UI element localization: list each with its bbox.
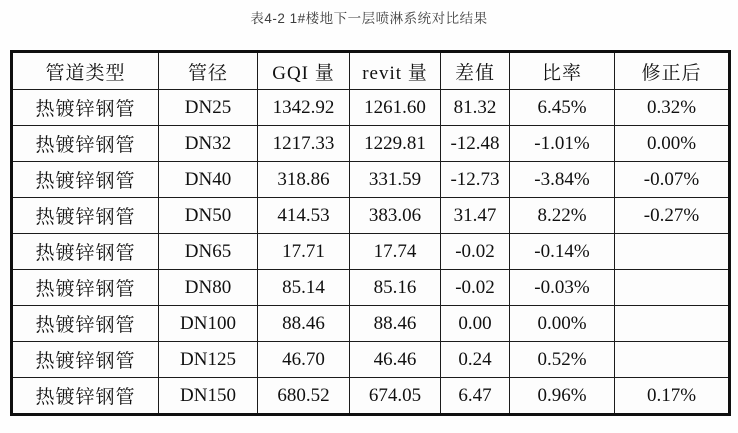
table-cell: 383.06 xyxy=(350,198,441,234)
table-cell: -0.07% xyxy=(615,162,730,198)
table-cell: 31.47 xyxy=(441,198,510,234)
table-cell: -0.02 xyxy=(441,234,510,270)
table-cell: 1217.33 xyxy=(258,126,350,162)
table-cell: DN125 xyxy=(159,342,258,378)
table-cell: 88.46 xyxy=(258,306,350,342)
table-cell: DN40 xyxy=(159,162,258,198)
table-cell: DN25 xyxy=(159,90,258,126)
column-header-6: 修正后 xyxy=(615,52,730,90)
table-cell: 0.00 xyxy=(441,306,510,342)
table-cell: -0.03% xyxy=(510,270,615,306)
table-cell: 热镀锌钢管 xyxy=(12,198,159,234)
table-cell xyxy=(615,306,730,342)
table-cell: 46.46 xyxy=(350,342,441,378)
table-cell: -1.01% xyxy=(510,126,615,162)
table-cell: 8.22% xyxy=(510,198,615,234)
table-cell: 1229.81 xyxy=(350,126,441,162)
table-cell: 6.45% xyxy=(510,90,615,126)
column-header-0: 管道类型 xyxy=(12,52,159,90)
table-row xyxy=(12,90,730,126)
table-row xyxy=(12,198,730,234)
table-cell: 81.32 xyxy=(441,90,510,126)
table-cell: 0.32% xyxy=(615,90,730,126)
table-cell: 6.47 xyxy=(441,378,510,415)
table-cell: -3.84% xyxy=(510,162,615,198)
table-cell: 85.16 xyxy=(350,270,441,306)
table-cell: 0.17% xyxy=(615,378,730,415)
table-cell: 46.70 xyxy=(258,342,350,378)
pipe-comparison-table xyxy=(10,50,731,416)
table-cell xyxy=(615,234,730,270)
table-row xyxy=(12,306,730,342)
table-cell: 热镀锌钢管 xyxy=(12,270,159,306)
table-row xyxy=(12,126,730,162)
column-header-2: GQI 量 xyxy=(258,52,350,90)
table-cell xyxy=(615,342,730,378)
column-header-3: revit 量 xyxy=(350,52,441,90)
table-cell: DN80 xyxy=(159,270,258,306)
table-cell: 85.14 xyxy=(258,270,350,306)
table-cell: -12.48 xyxy=(441,126,510,162)
table-row xyxy=(12,378,730,415)
table-cell: 0.00% xyxy=(510,306,615,342)
table-header-row xyxy=(12,52,730,90)
table-cell: -12.73 xyxy=(441,162,510,198)
table-cell: -0.02 xyxy=(441,270,510,306)
table-cell: 热镀锌钢管 xyxy=(12,126,159,162)
table-cell xyxy=(615,270,730,306)
table-cell: DN100 xyxy=(159,306,258,342)
table-cell: 1261.60 xyxy=(350,90,441,126)
table-cell: 热镀锌钢管 xyxy=(12,162,159,198)
table-cell: 热镀锌钢管 xyxy=(12,306,159,342)
table-cell: -0.14% xyxy=(510,234,615,270)
table-row xyxy=(12,162,730,198)
table-cell: 0.96% xyxy=(510,378,615,415)
column-header-4: 差值 xyxy=(441,52,510,90)
table-cell: 0.52% xyxy=(510,342,615,378)
table-cell: 热镀锌钢管 xyxy=(12,234,159,270)
table-cell: 88.46 xyxy=(350,306,441,342)
column-header-5: 比率 xyxy=(510,52,615,90)
table-cell: 318.86 xyxy=(258,162,350,198)
column-header-1: 管径 xyxy=(159,52,258,90)
table-cell: -0.27% xyxy=(615,198,730,234)
table-row xyxy=(12,234,730,270)
table-cell: 680.52 xyxy=(258,378,350,415)
table-caption: 表4-2 1#楼地下一层喷淋系统对比结果 xyxy=(250,11,488,26)
table-cell: DN65 xyxy=(159,234,258,270)
table-cell: 0.24 xyxy=(441,342,510,378)
table-cell: 热镀锌钢管 xyxy=(12,378,159,415)
table-cell: 674.05 xyxy=(350,378,441,415)
table-cell: 17.71 xyxy=(258,234,350,270)
table-cell: DN50 xyxy=(159,198,258,234)
table-cell: DN150 xyxy=(159,378,258,415)
table-cell: 0.00% xyxy=(615,126,730,162)
table-cell: 1342.92 xyxy=(258,90,350,126)
table-row xyxy=(12,270,730,306)
table-cell: 热镀锌钢管 xyxy=(12,342,159,378)
table-cell: DN32 xyxy=(159,126,258,162)
table-cell: 热镀锌钢管 xyxy=(12,90,159,126)
table-body xyxy=(12,90,730,415)
table-cell: 414.53 xyxy=(258,198,350,234)
table-cell: 17.74 xyxy=(350,234,441,270)
table-row xyxy=(12,342,730,378)
table-cell: 331.59 xyxy=(350,162,441,198)
